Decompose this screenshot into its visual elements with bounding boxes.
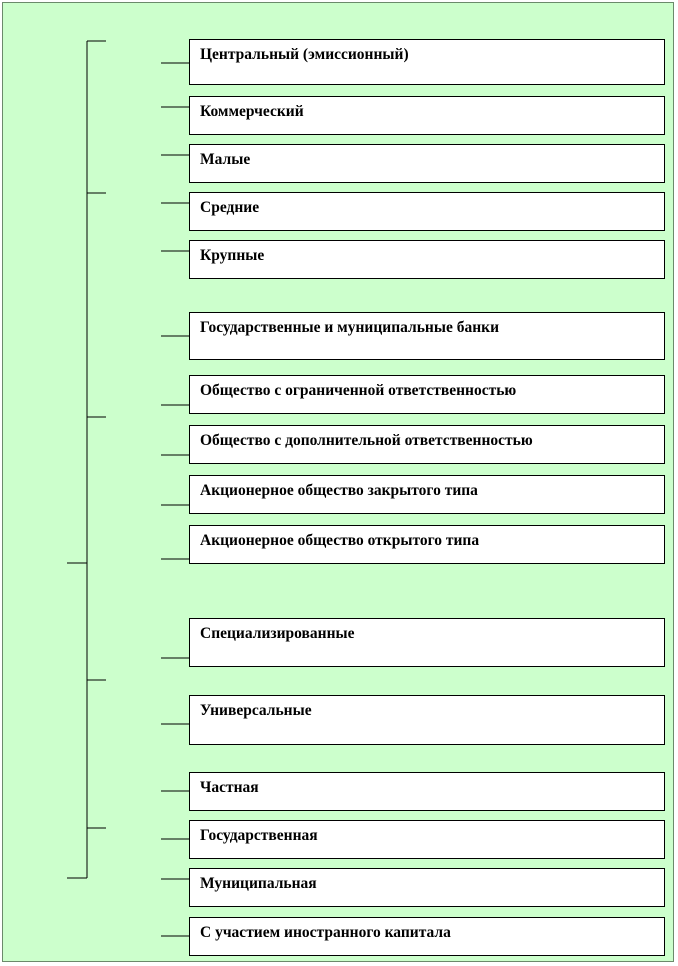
box-specialized: Специализированные xyxy=(189,618,665,667)
box-closed-jsc: Акционерное общество закрытого типа xyxy=(189,475,665,514)
box-central-bank: Центральный (эмиссионный) xyxy=(189,39,665,85)
box-medium: Средние xyxy=(189,192,665,231)
box-universal: Универсальные xyxy=(189,695,665,745)
box-state-municipal-banks: Государственные и муниципальные банки xyxy=(189,312,665,360)
box-state: Государственная xyxy=(189,820,665,859)
box-foreign-capital: С участием иностранного капитала xyxy=(189,917,665,956)
box-large: Крупные xyxy=(189,240,665,279)
box-alc: Общество с дополнительной ответственностью xyxy=(189,425,665,464)
box-open-jsc: Акционерное общество открытого типа xyxy=(189,525,665,564)
box-commercial-bank: Коммерческий xyxy=(189,96,665,135)
box-municipal: Муниципальная xyxy=(189,868,665,907)
box-llc: Общество с ограниченной ответственностью xyxy=(189,375,665,414)
box-small: Малые xyxy=(189,144,665,183)
box-private: Частная xyxy=(189,772,665,811)
